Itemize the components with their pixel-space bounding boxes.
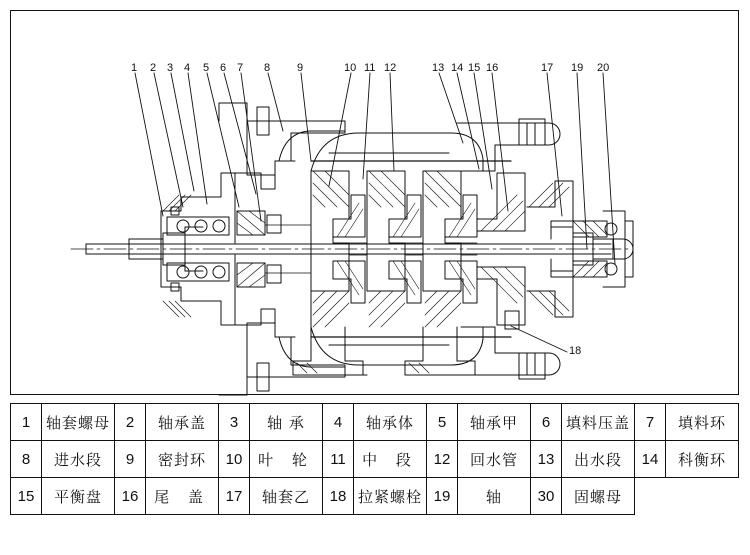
part-number: 6	[531, 404, 562, 441]
part-name: 回水管	[458, 441, 531, 478]
part-number: 8	[11, 441, 42, 478]
callout-16: 16	[486, 62, 499, 74]
callout-7: 7	[237, 62, 244, 74]
part-name: 轴 承	[250, 404, 323, 441]
part-number: 7	[635, 404, 666, 441]
part-number: 14	[635, 441, 666, 478]
callout-8: 8	[264, 62, 271, 74]
callout-20: 20	[597, 62, 610, 74]
part-name: 轴套螺母	[42, 404, 115, 441]
callout-12: 12	[384, 62, 397, 74]
part-name: 固螺母	[562, 478, 635, 515]
parts-legend-table	[10, 403, 739, 515]
part-number: 1	[11, 404, 42, 441]
callout-2: 2	[150, 62, 157, 74]
callout-6: 6	[220, 62, 227, 74]
part-name: 出水段	[562, 441, 635, 478]
pump-cross-section-drawing	[11, 11, 740, 396]
part-name: 轴承体	[354, 404, 427, 441]
part-name: 轴承甲	[458, 404, 531, 441]
callout-15: 15	[468, 62, 481, 74]
callout-3: 3	[167, 62, 174, 74]
part-number: 30	[531, 478, 562, 515]
part-name: 平衡盘	[42, 478, 115, 515]
part-number: 13	[531, 441, 562, 478]
part-number: 16	[115, 478, 146, 515]
callout-13: 13	[432, 62, 445, 74]
part-number: 18	[323, 478, 354, 515]
part-name: 填料压盖	[562, 404, 635, 441]
part-number: 11	[323, 441, 354, 478]
part-name: 进水段	[42, 441, 115, 478]
part-name: 轴承盖	[146, 404, 219, 441]
callout-4: 4	[184, 62, 191, 74]
part-number: 15	[11, 478, 42, 515]
part-number: 9	[115, 441, 146, 478]
callout-1: 1	[131, 62, 138, 74]
part-number: 3	[219, 404, 250, 441]
callout-11: 11	[364, 62, 376, 74]
callout-17: 17	[541, 62, 554, 74]
part-name: 轴	[458, 478, 531, 515]
part-name: 科衡环	[666, 441, 739, 478]
part-number: 4	[323, 404, 354, 441]
part-number: 5	[427, 404, 458, 441]
part-name: 轴套乙	[250, 478, 323, 515]
part-name: 密封环	[146, 441, 219, 478]
table-row	[11, 441, 739, 478]
part-number: 12	[427, 441, 458, 478]
callout-14: 14	[451, 62, 464, 74]
parts-legend-table-wrap	[10, 403, 739, 515]
callout-number-row	[11, 11, 740, 74]
part-name: 尾 盖	[146, 478, 219, 515]
part-name: 中 段	[354, 441, 427, 478]
table-row	[11, 404, 739, 441]
callout-5: 5	[203, 62, 210, 74]
drawing-frame	[10, 10, 739, 395]
callout-18: 18	[569, 345, 582, 357]
part-name: 叶 轮	[250, 441, 323, 478]
table-row	[11, 478, 739, 515]
part-number: 19	[427, 478, 458, 515]
part-number: 10	[219, 441, 250, 478]
part-number: 17	[219, 478, 250, 515]
part-name: 拉紧螺栓	[354, 478, 427, 515]
callout-9: 9	[297, 62, 304, 74]
part-number: 2	[115, 404, 146, 441]
part-name: 填料环	[666, 404, 739, 441]
callout-10: 10	[344, 62, 357, 74]
callout-19: 19	[571, 62, 584, 74]
